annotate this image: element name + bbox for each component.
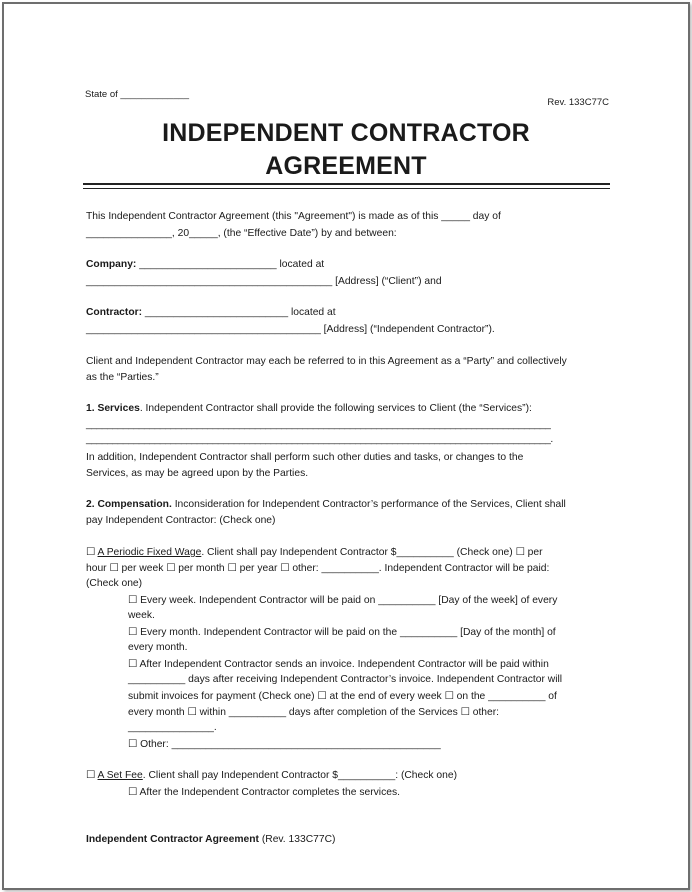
option-every-month[interactable]: ☐ Every month. Independent Contractor will be paid on the __________ [Day of the month] of bbox=[128, 627, 556, 638]
periodic-label: A Periodic Fixed Wage bbox=[97, 547, 202, 558]
compensation-text: Inconsideration for Independent Contractor’s performance of the Services, Client shall bbox=[171, 499, 566, 510]
company-field: ________________________ located at bbox=[136, 259, 325, 270]
company-label: Company: bbox=[86, 259, 137, 270]
state-field: State of _____________ bbox=[85, 89, 190, 100]
page-title-line-2: AGREEMENT bbox=[265, 152, 427, 180]
compensation-line-2: pay Independent Contractor: (Check one) bbox=[86, 515, 276, 526]
periodic-line-3: (Check one) bbox=[86, 578, 143, 589]
periodic-line-1 bbox=[86, 546, 543, 558]
company-line-1 bbox=[86, 259, 324, 270]
company-address-line: ___________________________________________ [Address] (“Client”) and bbox=[86, 276, 442, 287]
setfee-text: . Client shall pay Independent Contractor $__________: (Check one) bbox=[142, 770, 458, 781]
services-line-4: Services, as may be agreed upon by the Parties. bbox=[86, 468, 309, 479]
parties-line-2: as the “Parties.” bbox=[86, 372, 159, 383]
periodic-line-2: hour ☐ per week ☐ per month ☐ per year ☐ other: __________. Independent Contractor will be paid: bbox=[86, 563, 550, 574]
periodic-checkbox[interactable]: ☐ bbox=[86, 547, 98, 558]
page-footer bbox=[86, 834, 335, 845]
services-text: . Independent Contractor shall provide the following services to Client (the “Services”): bbox=[139, 403, 532, 414]
option-invoice-line-5: _______________. bbox=[128, 722, 217, 733]
setfee-label: A Set Fee bbox=[97, 770, 143, 781]
option-every-week[interactable]: ☐ Every week. Independent Contractor will be paid on __________ [Day of the week] of every bbox=[128, 595, 558, 606]
contractor-address-line: _________________________________________ [Address] (“Independent Contractor”). bbox=[86, 324, 495, 335]
intro-line-1: This Independent Contractor Agreement (this "Agreement") is made as of this _____ day of bbox=[86, 211, 501, 222]
contractor-line-1 bbox=[86, 307, 336, 318]
option-invoice[interactable]: ☐ After Independent Contractor sends an invoice. Independent Contractor will be paid within bbox=[128, 659, 549, 670]
option-every-month-cont: every month. bbox=[128, 642, 188, 653]
footer-rev: (Rev. 133C77C) bbox=[258, 834, 336, 845]
compensation-line-1 bbox=[86, 499, 566, 510]
compensation-heading: 2. Compensation. bbox=[86, 499, 172, 510]
option-invoice-line-4: every month ☐ within __________ days after completion of the Services ☐ other: bbox=[128, 707, 500, 718]
option-every-week-cont: week. bbox=[128, 610, 155, 621]
option-other[interactable]: ☐ Other: _______________________________________________ bbox=[128, 739, 441, 750]
option-invoice-line-3: submit invoices for payment (Check one) ☐ at the end of every week ☐ on the __________ of bbox=[128, 691, 557, 702]
footer-title: Independent Contractor Agreement bbox=[86, 834, 259, 845]
services-blank-1: ________________________________________________________________________________________ bbox=[86, 419, 551, 430]
services-line-1 bbox=[86, 403, 532, 414]
contractor-field: _________________________ located at bbox=[142, 307, 336, 318]
intro-line-2: _______________, 20_____, (the “Effective Date”) by and between: bbox=[86, 228, 397, 239]
revision-label: Rev. 133C77C bbox=[547, 97, 609, 108]
setfee-checkbox[interactable]: ☐ bbox=[86, 770, 98, 781]
parties-line-1: Client and Independent Contractor may each be referred to in this Agreement as a “Party” and collectively bbox=[86, 356, 567, 367]
title-rule-thin bbox=[83, 188, 610, 189]
services-blank-2: ________________________________________________________________________________________. bbox=[86, 434, 553, 445]
option-after-completion[interactable]: ☐ After the Independent Contractor completes the services. bbox=[128, 787, 400, 798]
page-title: INDEPENDENT CONTRACTOR bbox=[162, 119, 530, 147]
periodic-text: . Client shall pay Independent Contractor $__________ (Check one) ☐ per bbox=[201, 547, 543, 558]
title-rule-thick bbox=[83, 183, 610, 185]
services-line-3: In addition, Independent Contractor shall perform such other duties and tasks, or changes to the bbox=[86, 452, 524, 463]
option-invoice-line-2: __________ days after receiving Independent Contractor’s invoice. Independent Contractor will bbox=[128, 674, 563, 685]
contractor-label: Contractor: bbox=[86, 307, 143, 318]
services-heading: 1. Services bbox=[86, 403, 140, 414]
setfee-line-1 bbox=[86, 769, 457, 781]
